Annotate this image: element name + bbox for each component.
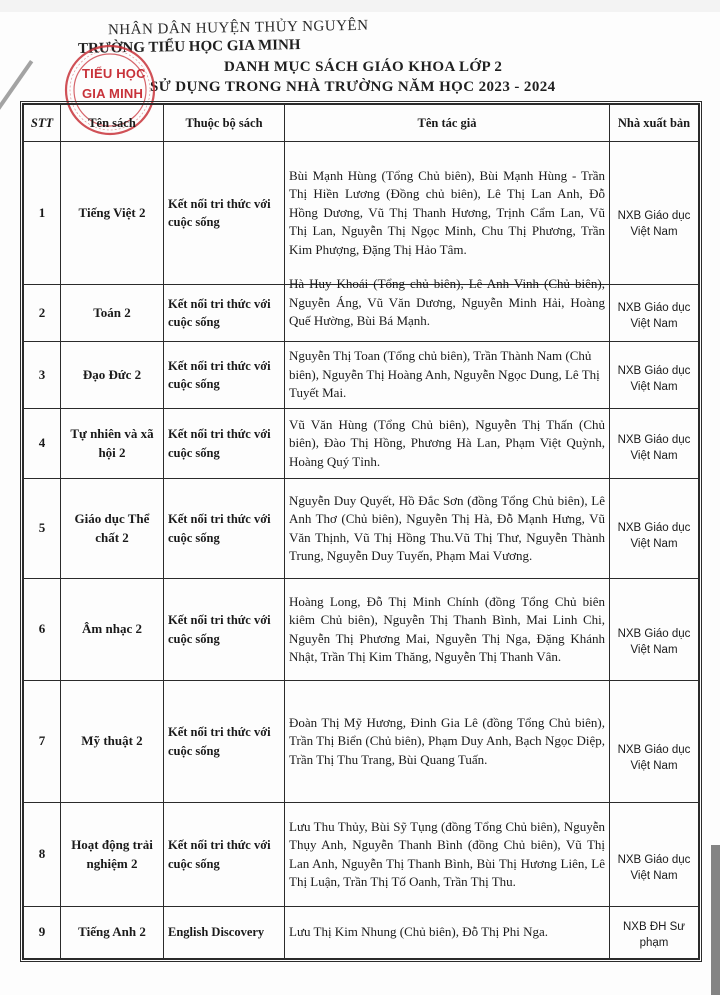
table-row <box>23 285 699 342</box>
table-header-row <box>23 104 699 142</box>
cell-publisher: NXB Giáo dục Việt Nam <box>610 409 700 479</box>
scrollbar[interactable] <box>711 845 720 995</box>
cell-series: Kết nối tri thức với cuộc sống <box>164 803 285 907</box>
stamp-text-line-2: GIA MINH <box>82 86 144 101</box>
cell-publisher: NXB Giáo dục Việt Nam <box>610 479 700 579</box>
cell-book-name: Âm nhạc 2 <box>61 579 164 681</box>
col-header-authors: Tên tác giả <box>285 104 610 142</box>
table-row <box>23 579 699 681</box>
col-header-publisher: Nhà xuất bản <box>610 104 700 142</box>
cell-stt: 6 <box>23 579 61 681</box>
cell-publisher: NXB Giáo dục Việt Nam <box>610 142 700 285</box>
cell-series: Kết nối tri thức với cuộc sống <box>164 342 285 409</box>
cell-authors: Vũ Văn Hùng (Tổng Chủ biên), Nguyễn Thị Thấn (Chủ biên), Đào Thị Hồng, Phương Hà Lan, Phạm Việt Quỳnh, Hoàng Quý Tỉnh. <box>285 409 610 479</box>
cell-publisher: NXB ĐH Sư phạm <box>610 907 700 959</box>
org-line-1: NHÂN DÂN HUYỆN THỦY NGUYÊN <box>107 17 369 39</box>
cell-series: Kết nối tri thức với cuộc sống <box>164 579 285 681</box>
cell-book-name: Tiếng Việt 2 <box>61 142 164 285</box>
cell-stt: 5 <box>23 479 61 579</box>
col-header-book-name: Tên sách <box>61 104 164 142</box>
table-row <box>23 681 699 803</box>
cell-authors <box>285 276 610 342</box>
stamp-text-line-1: TIỂU HỌC <box>82 66 146 81</box>
table-row <box>23 479 699 579</box>
col-header-stt: STT <box>23 104 61 142</box>
cell-book-name: Mỹ thuật 2 <box>61 681 164 803</box>
cell-publisher: NXB Giáo dục Việt Nam <box>610 579 700 681</box>
table-row <box>23 907 699 959</box>
cell-publisher: NXB Giáo dục Việt Nam <box>610 803 700 907</box>
cell-authors: Nguyễn Duy Quyết, Hồ Đắc Sơn (đồng Tổng Chủ biên), Lê Anh Thơ (Chủ biên), Nguyễn Thị Hà, Đỗ Mạnh Hưng, Vũ Văn Thịnh, Vũ Thị Hồng Thu.Vũ Thị Thư, Nguyễn Thành Trung, Nguyễn Duy Tuyến, Phạm Mai Vương. <box>285 479 610 579</box>
cell-authors: Bùi Mạnh Hùng (Tổng Chủ biên), Bùi Mạnh Hùng - Trần Thị Hiền Lương (Đồng chủ biên), Lê Thị Lan Anh, Đỗ Hồng Dương, Vũ Thị Thanh Hương, Trịnh Cẩm Lan, Vũ Thị Lan, Nguyễn Thị Ngọc Minh, Chu Thị Phương, Trần Kim Phượng, Đặng Thị Hảo Tâm. <box>285 142 610 285</box>
cell-series: English Discovery <box>164 907 285 959</box>
cell-authors: Lưu Thị Kim Nhung (Chủ biên), Đỗ Thị Phi Nga. <box>285 907 610 959</box>
cell-stt: 4 <box>23 409 61 479</box>
document-title: DANH MỤC SÁCH GIÁO KHOA LỚP 2 <box>224 59 503 75</box>
cell-publisher: NXB Giáo dục Việt Nam <box>610 681 700 803</box>
cell-book-name: Tự nhiên và xã hội 2 <box>61 409 164 479</box>
cell-book-name: Tiếng Anh 2 <box>61 907 164 959</box>
cell-book-name: Đạo Đức 2 <box>61 342 164 409</box>
cell-stt: 9 <box>23 907 61 959</box>
cell-series: Kết nối tri thức với cuộc sống <box>164 142 285 285</box>
cell-series: Kết nối tri thức với cuộc sống <box>164 479 285 579</box>
cell-authors: Nguyễn Thị Toan (Tổng chủ biên), Trần Thành Nam (Chủ biên), Nguyễn Thị Hoàng Anh, Nguyễn Ngọc Dung, Lê Thị Tuyết Mai. <box>285 342 610 409</box>
cell-publisher: NXB Giáo dục Việt Nam <box>610 285 700 342</box>
cell-series: Kết nối tri thức với cuộc sống <box>164 409 285 479</box>
org-line-2: TRƯỜNG TIỂU HỌC GIA MINH <box>77 37 301 57</box>
cell-stt: 1 <box>23 142 61 285</box>
cell-series: Kết nối tri thức với cuộc sống <box>164 285 285 342</box>
table-row <box>23 803 699 907</box>
cell-stt: 8 <box>23 803 61 907</box>
cell-stt: 3 <box>23 342 61 409</box>
cell-book-name: Giáo dục Thể chất 2 <box>61 479 164 579</box>
col-header-series: Thuộc bộ sách <box>164 104 285 142</box>
textbook-table <box>22 103 700 960</box>
cell-authors: Đoàn Thị Mỹ Hương, Đinh Gia Lê (đồng Tổng Chủ biên), Trần Thị Biển (Chủ biên), Phạm Duy Anh, Bạch Ngọc Diệp, Trần Thị Thu Trang, Bùi Quang Tuấn. <box>285 681 610 803</box>
cell-stt: 2 <box>23 285 61 342</box>
cell-series: Kết nối tri thức với cuộc sống <box>164 681 285 803</box>
table-row <box>23 142 699 285</box>
table-row <box>23 409 699 479</box>
document-subtitle: SỬ DỤNG TRONG NHÀ TRƯỜNG NĂM HỌC 2023 - 2024 <box>150 79 556 95</box>
cell-book-name: Toán 2 <box>61 285 164 342</box>
cell-stt: 7 <box>23 681 61 803</box>
table-row <box>23 342 699 409</box>
top-margin <box>0 0 720 12</box>
cell-authors: Hoàng Long, Đỗ Thị Minh Chính (đồng Tổng Chủ biên kiêm Chủ biên), Nguyễn Thị Thanh Bình, Mai Linh Chi, Nguyễn Thị Phương Mai, Nguyễn Thị Nga, Đặng Khánh Nhật, Trần Thị Kim Thăng, Nguyễn Thị Thanh Vân. <box>285 579 610 681</box>
cell-book-name: Hoạt động trải nghiệm 2 <box>61 803 164 907</box>
cell-publisher: NXB Giáo dục Việt Nam <box>610 342 700 409</box>
cell-authors: Lưu Thu Thủy, Bùi Sỹ Tụng (đồng Tổng Chủ biên), Nguyễn Thụy Anh, Nguyễn Thanh Bình (đồng Chủ biên), Vũ Thị Lan Anh, Nguyễn Thị Thanh Bình, Bùi Thị Hương Liên, Lê Thị Luận, Trần Thị Tố Oanh, Trần Thị Thu. <box>285 803 610 907</box>
authors-text: Hà Huy Khoái (Tổng chủ biên), Lê Anh Vinh (Chủ biên), Nguyễn Áng, Vũ Văn Dương, Nguyễn Minh Hải, Hoàng Quế Hường, Bùi Bá Mạnh. <box>289 276 605 328</box>
